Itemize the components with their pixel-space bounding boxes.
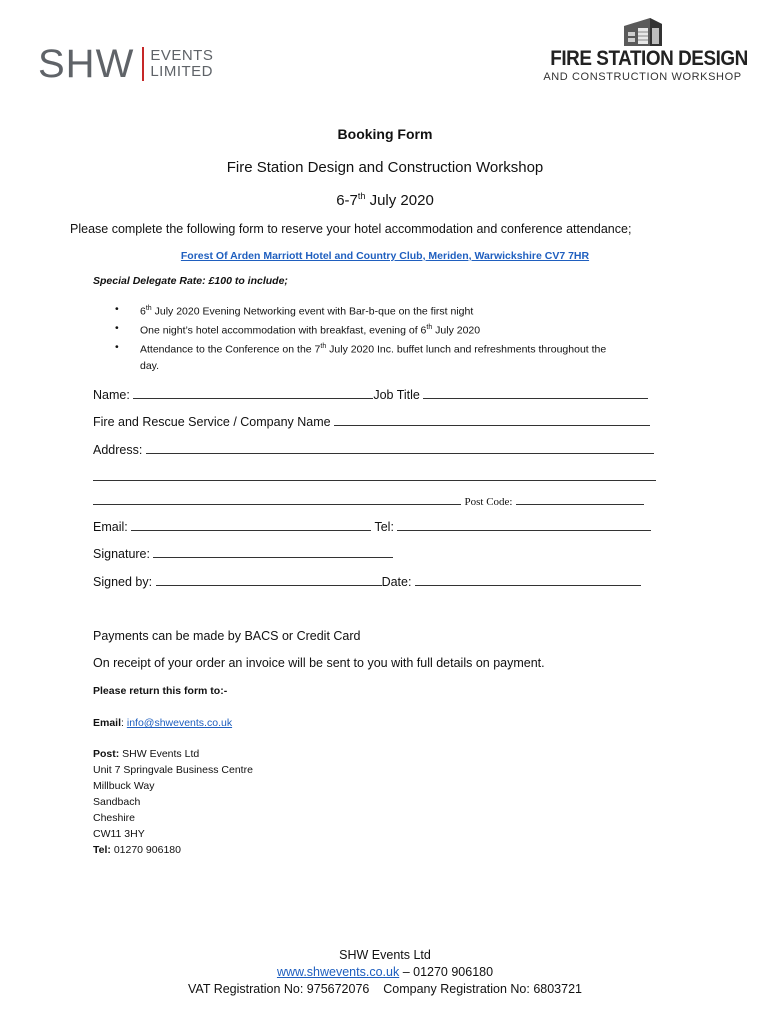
- address-field-line-3[interactable]: [93, 494, 461, 505]
- email-label-bold: Email: [93, 717, 122, 729]
- event-date: [0, 191, 770, 209]
- post-code-label: Post Code:: [464, 496, 513, 508]
- job-title-label: Job Title: [373, 388, 420, 402]
- footer-company: SHW Events Ltd: [339, 948, 431, 962]
- contact-email-link[interactable]: info@shwevents.co.uk: [126, 717, 233, 729]
- list-item-sup: th: [145, 305, 152, 312]
- address-line: Unit 7 Springvale Business Centre: [93, 764, 253, 776]
- inclusions-list: [115, 301, 675, 375]
- shw-logo-text: [150, 48, 213, 80]
- address-field-line-2[interactable]: [93, 470, 656, 481]
- address-row: [93, 443, 654, 457]
- tel-label: Tel:: [374, 520, 394, 534]
- email-label: Email:: [93, 520, 128, 534]
- address-line: SHW Events Ltd: [122, 748, 200, 760]
- invoice-note: On receipt of your order an invoice will be sent to you with full details on payment.: [93, 656, 545, 670]
- intro-text: Please complete the following form to reserve your hotel accommodation and conference attendance;: [70, 222, 632, 236]
- shw-logo-line1: EVENTS: [150, 47, 214, 64]
- signature-label: Signature:: [93, 547, 150, 561]
- tel-field[interactable]: [397, 520, 651, 531]
- shw-events-logo: [38, 44, 213, 84]
- shw-logo-mark: SHW: [38, 42, 135, 86]
- email-tel-row: [93, 520, 651, 534]
- bullet-icon: •: [115, 341, 119, 353]
- event-date-sup: th: [357, 191, 366, 201]
- date-label: Date:: [381, 575, 412, 589]
- post-label: Post:: [93, 748, 120, 760]
- list-item-text: July 2020 Inc. buffet lunch and refreshments throughout the: [326, 343, 607, 356]
- return-label: Please return this form to:-: [93, 685, 228, 697]
- list-item-text: July 2020: [432, 324, 481, 337]
- fire-station-building-icon: [620, 16, 666, 46]
- contact-email: Email: info@shwevents.co.uk: [93, 717, 233, 729]
- list-item-text: 6: [140, 305, 146, 318]
- company-field[interactable]: [334, 415, 650, 426]
- list-item: [115, 339, 675, 375]
- shw-logo-divider: [142, 47, 144, 81]
- address-line: Cheshire: [93, 812, 136, 824]
- company-row: [93, 415, 650, 429]
- email-field[interactable]: [131, 520, 371, 531]
- event-date-prefix: 6-7: [336, 192, 358, 209]
- form-title: Booking Form: [337, 126, 433, 142]
- post-code-field[interactable]: [516, 494, 644, 505]
- shw-logo-line2: LIMITED: [150, 63, 214, 80]
- footer-registration: VAT Registration No: 975672076 Company Registration No: 6803721: [188, 982, 582, 996]
- signed-by-field[interactable]: [156, 575, 382, 586]
- event-title: Fire Station Design and Construction Workshop: [226, 159, 544, 176]
- footer-phone: – 01270 906180: [399, 965, 494, 979]
- fsd-logo-subtitle: AND CONSTRUCTION WORKSHOP: [543, 71, 742, 83]
- address-line: CW11 3HY: [93, 828, 145, 840]
- fsd-logo-title: FIRE STATION DESIGN: [550, 47, 748, 70]
- address-label: Address:: [93, 443, 143, 457]
- event-date-suffix: July 2020: [365, 192, 434, 209]
- venue-link[interactable]: Forest Of Arden Marriott Hotel and Country Club, Meriden, Warwickshire CV7 7HR: [180, 250, 590, 262]
- name-label: Name:: [93, 388, 130, 402]
- address-line: Millbuck Way: [93, 780, 155, 792]
- footer: [0, 947, 770, 998]
- company-label: Fire and Rescue Service / Company Name: [93, 415, 331, 429]
- address-row-2: [93, 470, 656, 484]
- signature-row: [93, 547, 393, 561]
- delegate-rate: Special Delegate Rate: £100 to include;: [93, 275, 288, 287]
- tel-label-bold: Tel:: [93, 844, 111, 856]
- signed-by-row: [93, 575, 641, 589]
- list-item: [115, 320, 675, 339]
- footer-website-link[interactable]: www.shwevents.co.uk: [276, 965, 400, 979]
- contact-tel: 01270 906180: [113, 844, 181, 856]
- signed-by-label: Signed by:: [93, 575, 153, 589]
- address-field-line-1[interactable]: [146, 443, 654, 454]
- payment-methods: Payments can be made by BACS or Credit Card: [93, 629, 361, 643]
- list-item-sup: th: [320, 343, 327, 350]
- name-field[interactable]: [133, 388, 373, 399]
- signature-field[interactable]: [153, 547, 393, 558]
- bullet-icon: •: [115, 303, 119, 315]
- postcode-row: [93, 494, 644, 508]
- date-field[interactable]: [415, 575, 641, 586]
- list-item-text: One night’s hotel accommodation with breakfast, evening of 6: [140, 324, 427, 337]
- fire-station-design-logo: [540, 16, 748, 83]
- bullet-icon: •: [115, 322, 119, 334]
- list-item-text: July 2020 Evening Networking event with Bar-b-que on the first night: [151, 305, 474, 318]
- list-item-text: Attendance to the Conference on the 7: [140, 343, 321, 356]
- address-line: Sandbach: [93, 796, 141, 808]
- list-item-sup: th: [426, 324, 433, 331]
- job-title-field[interactable]: [423, 388, 648, 399]
- footer-web-row: [0, 964, 770, 981]
- list-item: [115, 301, 675, 320]
- list-item-text: day.: [140, 360, 160, 372]
- name-row: [93, 388, 648, 402]
- postal-address: [93, 746, 253, 858]
